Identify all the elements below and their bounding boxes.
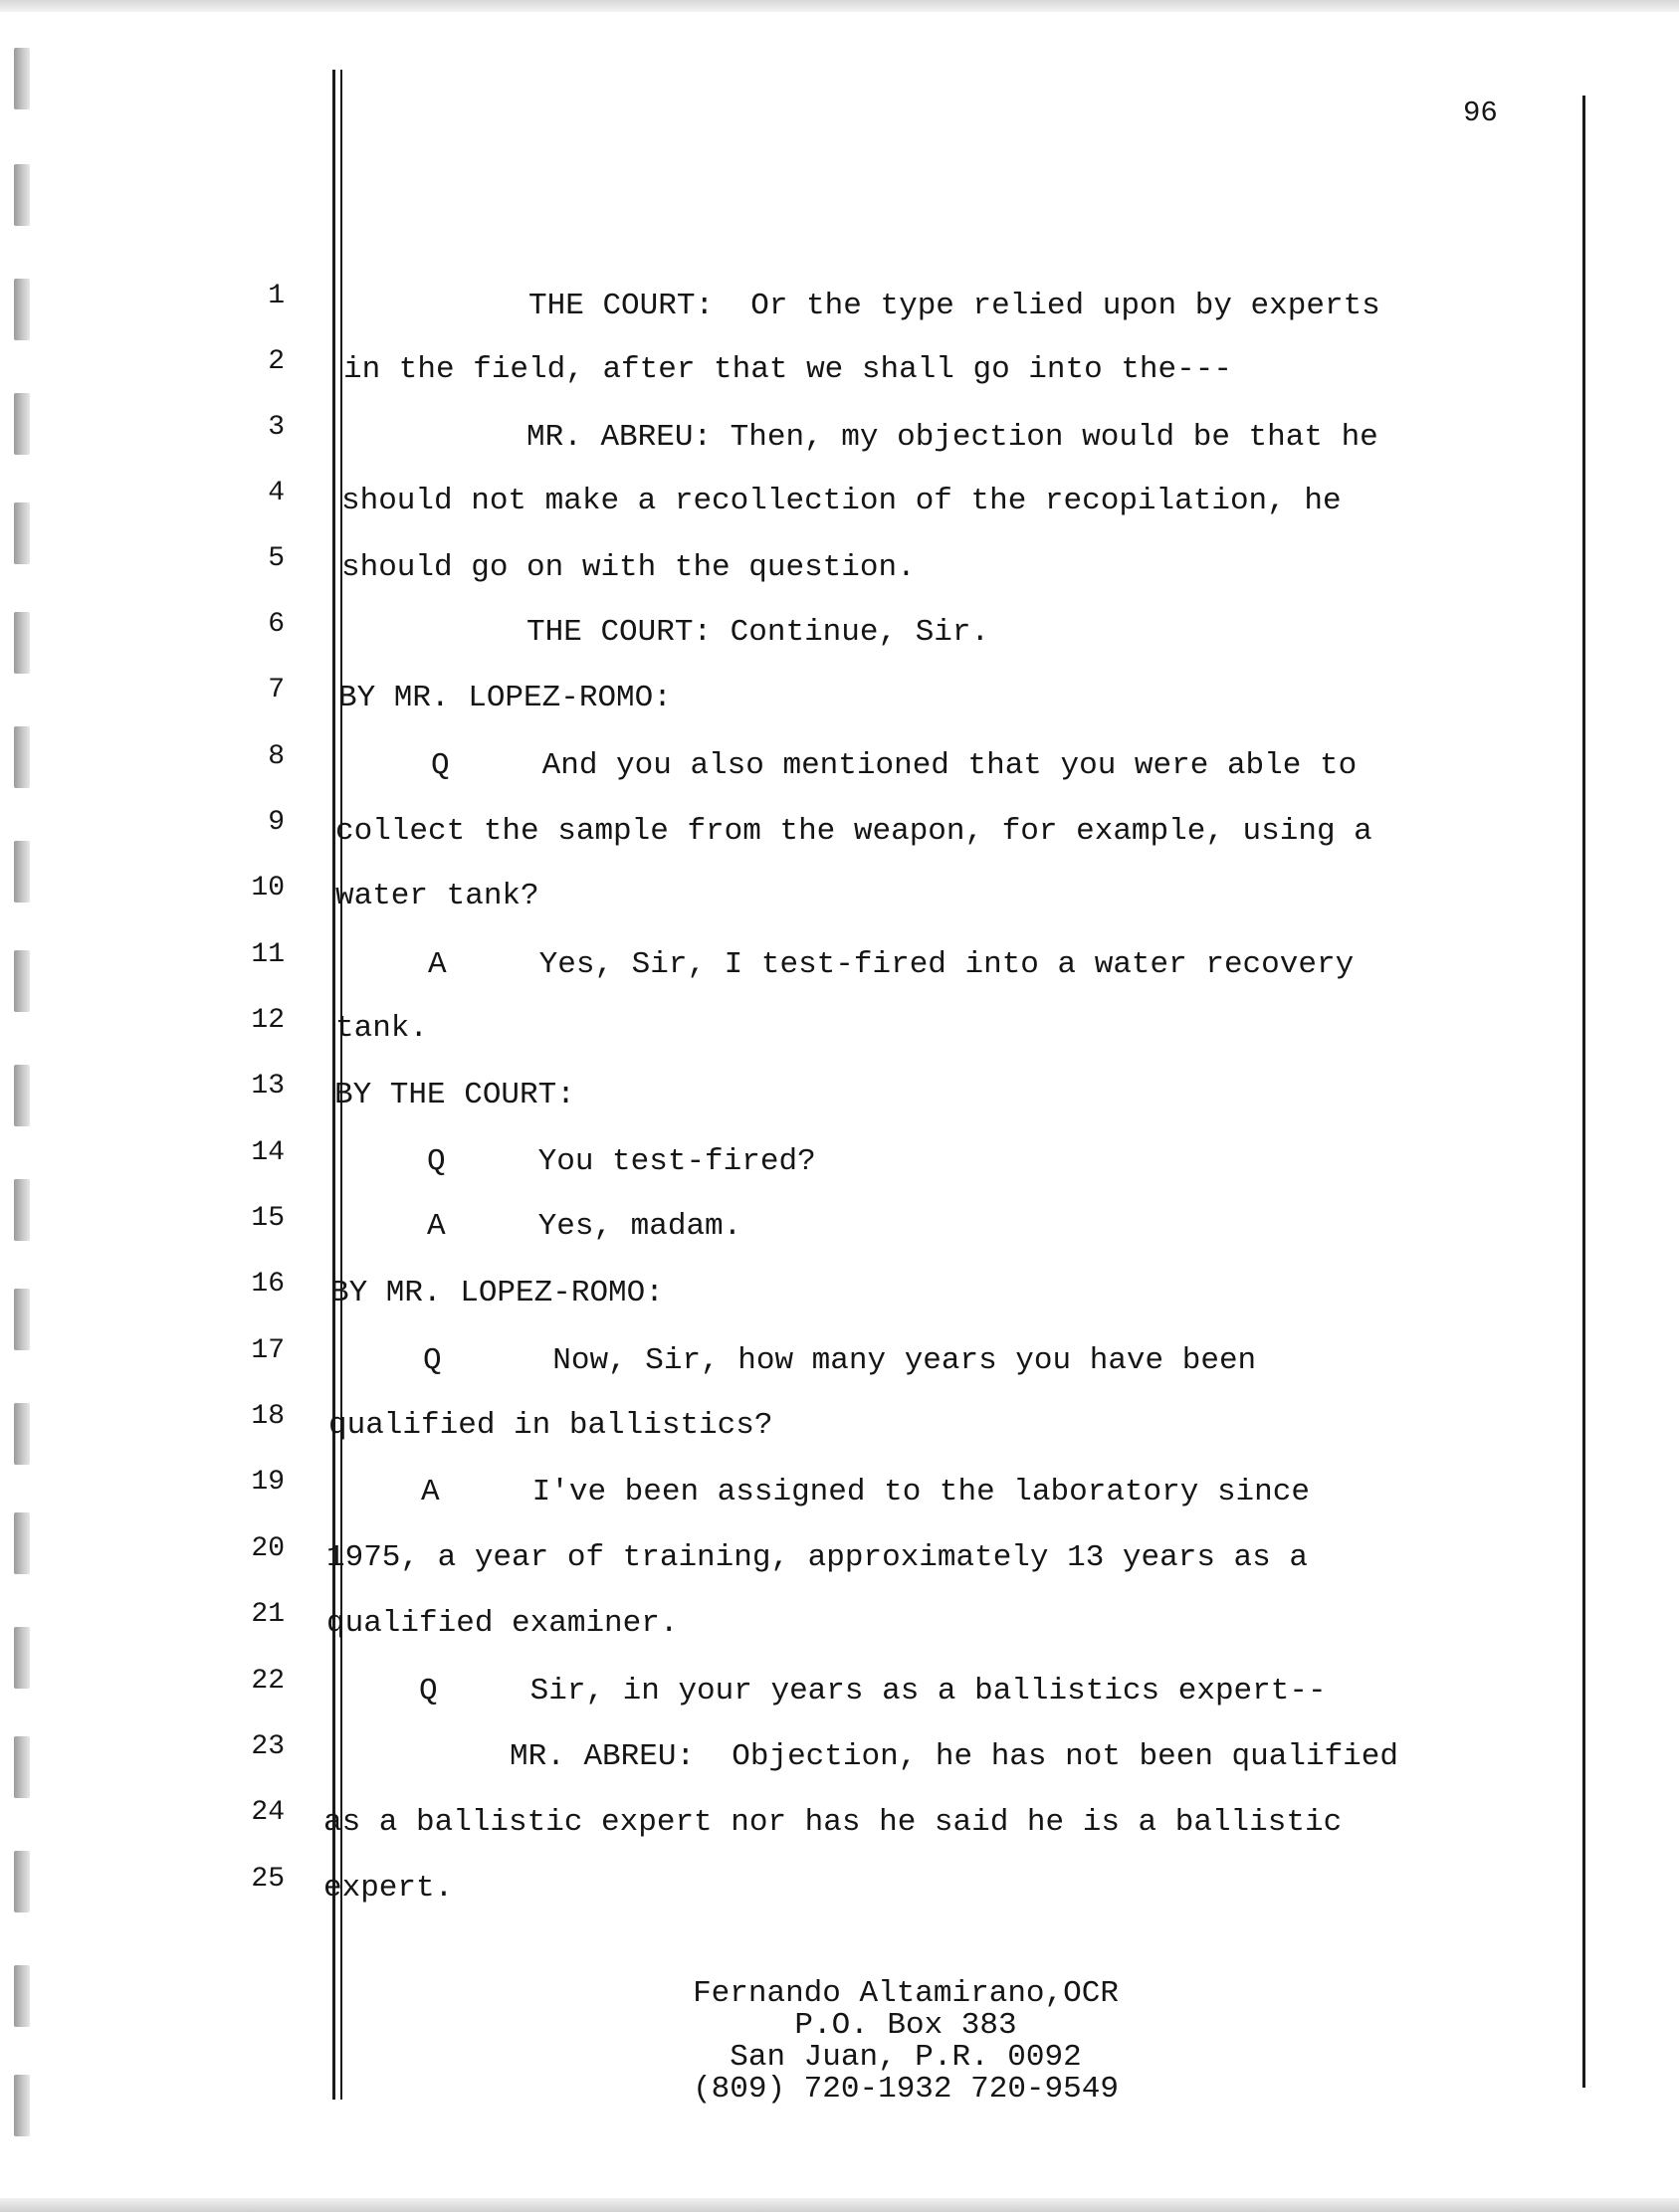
line-number: 20 [251, 1533, 285, 1564]
court-reporter-footer [557, 1978, 1254, 2106]
line-number: 25 [251, 1864, 285, 1895]
binder-hole [14, 1403, 30, 1465]
transcript-line: MR. ABREU: Then, my objection would be that he [341, 420, 1378, 455]
binder-hole [14, 2075, 30, 2136]
transcript-line: collect the sample from the weapon, for example, using a [335, 814, 1372, 849]
line-number: 21 [251, 1599, 285, 1630]
binder-hole [14, 1289, 30, 1350]
transcript-line: as a ballistic expert nor has he said he is a ballistic [323, 1805, 1343, 1840]
binder-hole [14, 1736, 30, 1798]
line-number: 17 [251, 1335, 285, 1366]
line-number: 18 [251, 1401, 285, 1432]
transcript-line: BY THE COURT: [334, 1078, 575, 1112]
reporter-po-box: P.O. Box 383 [794, 2008, 1017, 2043]
transcript-line: A Yes, Sir, I test-fired into a water recovery [335, 947, 1355, 982]
line-number: 2 [268, 346, 285, 377]
line-number: 23 [251, 1731, 285, 1762]
line-number: 24 [251, 1797, 285, 1828]
line-number: 11 [251, 939, 285, 970]
line-number: 3 [268, 412, 285, 443]
binder-hole [14, 1065, 30, 1126]
line-number: 16 [251, 1269, 285, 1300]
right-margin-rule [1582, 96, 1585, 2088]
binder-hole [14, 1627, 30, 1689]
binder-hole [14, 164, 30, 226]
binder-hole [14, 1179, 30, 1241]
transcript-line: qualified in ballistics? [328, 1408, 773, 1443]
binder-hole [14, 950, 30, 1012]
line-number: 4 [268, 478, 285, 508]
scan-bottom-edge [0, 2198, 1679, 2212]
transcript-line: BY MR. LOPEZ-ROMO: [330, 1276, 664, 1310]
line-number: 13 [251, 1071, 285, 1102]
transcript-line: Q Sir, in your years as a ballistics expert-- [326, 1674, 1327, 1709]
binder-hole [14, 503, 30, 564]
transcript-line: in the field, after that we shall go into the--- [343, 352, 1232, 387]
line-number: 22 [251, 1666, 285, 1697]
reporter-city: San Juan, P.R. 0092 [730, 2040, 1082, 2075]
binder-hole [14, 279, 30, 340]
line-number: 14 [251, 1137, 285, 1168]
transcript-line: A I've been assigned to the laboratory since [328, 1475, 1310, 1509]
binder-hole [14, 1512, 30, 1574]
binder-hole [14, 393, 30, 455]
line-number: 19 [251, 1467, 285, 1498]
transcript-line: water tank? [335, 879, 539, 913]
page-number: 96 [1463, 97, 1498, 129]
transcript-line: BY MR. LOPEZ-ROMO: [338, 681, 672, 715]
line-number: 12 [251, 1005, 285, 1036]
binder-hole [14, 1851, 30, 1912]
transcript-line: Q Now, Sir, how many years you have been [330, 1343, 1257, 1378]
reporter-phone: (809) 720-1932 720-9549 [693, 2072, 1119, 2107]
binder-hole [14, 612, 30, 674]
transcript-line: Q You test-fired? [334, 1144, 816, 1179]
binder-hole [14, 1965, 30, 2027]
transcript-line: A Yes, madam. [334, 1209, 742, 1244]
transcript-line: MR. ABREU: Objection, he has not been qualified [324, 1739, 1398, 1774]
line-number: 10 [251, 873, 285, 904]
transcript-line: should go on with the question. [341, 550, 916, 585]
transcript-line: expert. [323, 1871, 454, 1906]
transcript-line: tank. [335, 1011, 429, 1046]
transcript-line: THE COURT: Continue, Sir. [341, 615, 990, 650]
transcript-line: should not make a recollection of the recopilation, he [341, 484, 1342, 518]
line-number: 9 [268, 807, 285, 838]
binder-hole [14, 726, 30, 788]
line-number: 7 [268, 675, 285, 705]
transcript-line: qualified examiner. [326, 1606, 679, 1641]
transcript-line: Q And you also mentioned that you were able to [338, 748, 1358, 783]
binder-hole [14, 841, 30, 903]
binder-hole [14, 48, 30, 109]
line-number: 6 [268, 609, 285, 640]
transcript-line: THE COURT: Or the type relied upon by experts [343, 289, 1380, 323]
reporter-name: Fernando Altamirano,OCR [693, 1976, 1119, 2011]
line-number: 15 [251, 1203, 285, 1234]
line-number: 5 [268, 543, 285, 574]
scan-top-edge [0, 0, 1679, 12]
line-number: 1 [268, 281, 285, 311]
transcript-line: 1975, a year of training, approximately 13 years as a [326, 1540, 1308, 1575]
line-number: 8 [268, 741, 285, 772]
